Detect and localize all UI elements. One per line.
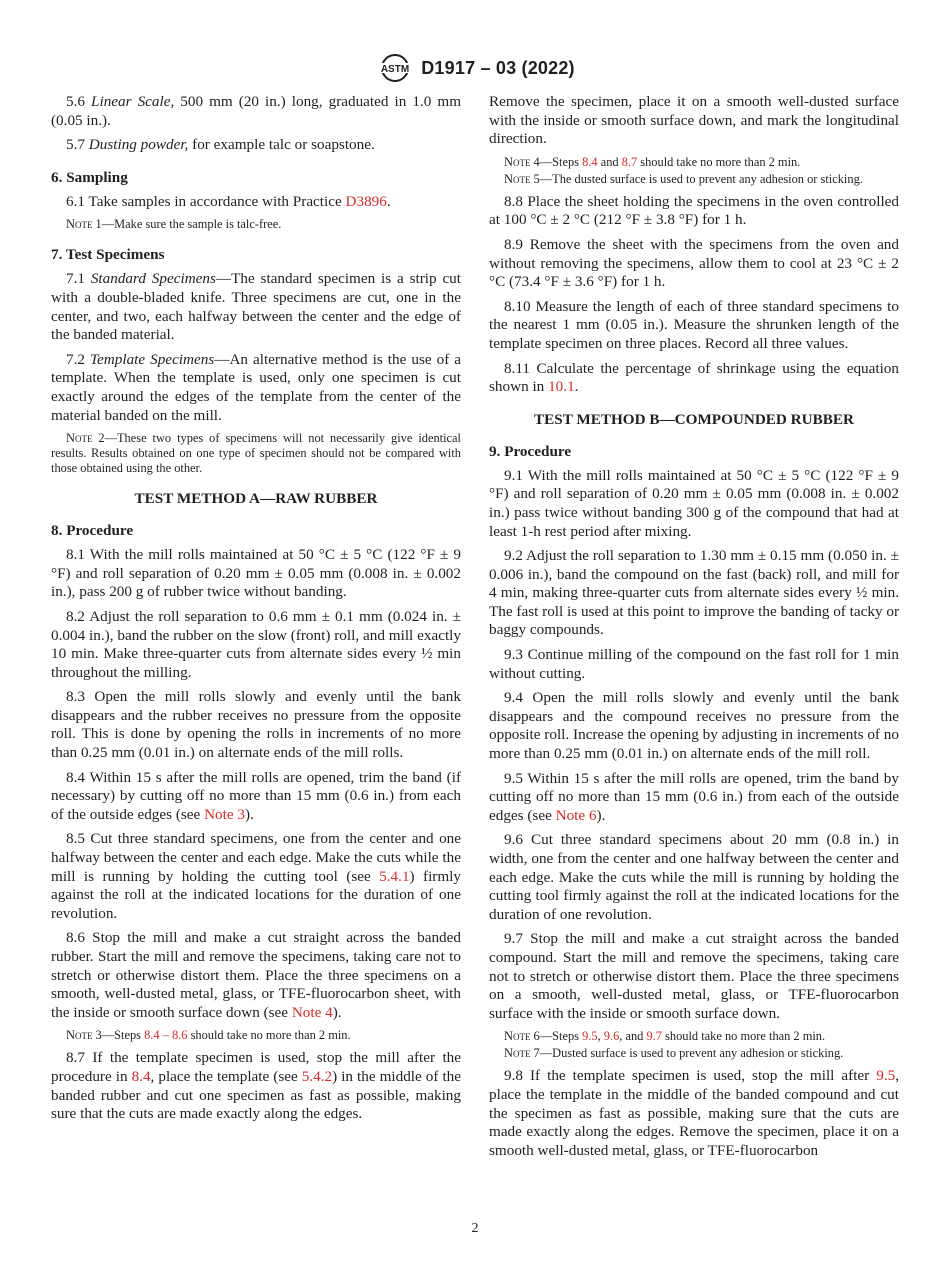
svg-text:ASTM: ASTM <box>381 64 410 75</box>
note-4: Note 4—Steps 8.4 and 8.7 should take no more than 2 min. <box>504 154 801 169</box>
link-9-6[interactable]: 9.6 <box>603 1029 620 1044</box>
document-id: D1917 – 03 (2022) <box>421 57 575 78</box>
paragraph-9-1: 9.1 With the mill rolls maintained at 50 °C ± 5 °C (122 °F ± 9 °F) and roll separation of 0.20 mm ± 0.05 mm (0.008 in. ± 0.002 in.) pass twice without banding 300 g of the compound that had at least 1-h rest period after mixing. <box>489 466 899 540</box>
paragraph-8-7: 8.7 If the template specimen is used, stop the mill after the procedure in 8.4, place the template (see 5.4.2) in the middle of the banded rubber and cut one specimen as fast as possible, making sure that the cuts are made exactly along the edges. <box>51 1049 462 1123</box>
method-b-heading: TEST METHOD B—COMPOUNDED RUBBER <box>534 410 854 428</box>
paragraph-5-7: 5.7 Dusting powder, for example talc or soapstone. <box>66 136 375 154</box>
method-a-heading: TEST METHOD A—RAW RUBBER <box>134 490 378 508</box>
link-note-3[interactable]: Note 3 <box>204 805 246 823</box>
astm-logo-icon <box>375 52 415 84</box>
link-9-5-para98[interactable]: 9.5 <box>876 1067 896 1085</box>
paragraph-8-5: 8.5 Cut three standard specimens, one from the center and one halfway between the center and each edge. Make the cuts while the mill is running by holding the cutting tool (see 5.4.1) firmly against the roll at the indicated locations for the duration of one revolution. <box>51 830 461 922</box>
paragraph-8-6: 8.6 Stop the mill and make a cut straight across the banded rubber. Start the mill and remove the specimens, taking care not to stretch or otherwise distort them. Place the three specimens on a smooth, well-dusted metal, glass, or TFE-fluorocarbon sheet, with the inside or smooth surface down (see Note 4). <box>51 929 461 1021</box>
note-7: Note 7—Dusted surface is used to prevent any adhesion or sticking. <box>504 1046 844 1061</box>
link-10-1[interactable]: 10.1 <box>548 378 575 396</box>
link-8-4[interactable]: 8.4 <box>131 1067 151 1085</box>
section-heading-test-specimens: 7. Test Specimens <box>51 246 165 264</box>
link-d3896[interactable]: D3896 <box>345 192 387 210</box>
section-heading-procedure-8: 8. Procedure <box>51 522 134 540</box>
paragraph-9-6: 9.6 Cut three standard specimens about 20 mm (0.8 in.) in width, one from the center and one halfway between the center and each edge. Make the cuts while the mill is running by holding the cutting tool firmly against the roll at the indicated locations for the duration of one revolution. <box>489 831 899 923</box>
paragraph-8-10: 8.10 Measure the length of each of three standard specimens to the nearest 1 mm (0.05 in.). Measure the shrunken length of the template specimen on three places. Record all three values. <box>489 297 899 352</box>
paragraph-8-9: 8.9 Remove the sheet with the specimens from the oven and without removing the specimens, allow them to cool at 23 °C ± 2 °C (73.4 °F ± 3.6 °F) for 1 h. <box>489 235 899 291</box>
note-3: Note 3—Steps 8.4 – 8.6 should take no more than 2 min. <box>66 1028 351 1043</box>
paragraph-6-1: 6.1 Take samples in accordance with Practice D3896. <box>66 192 391 210</box>
paragraph-8-3: 8.3 Open the mill rolls slowly and evenly until the bank disappears and the rubber receives no pressure from the opposite roll. This is done by opening the rolls in increments of no more than 0.25 mm (0.01 in.) on alternate ends of the mill rolls. <box>51 688 461 762</box>
section-heading-procedure-9: 9. Procedure <box>489 442 572 460</box>
paragraph-9-3: 9.3 Continue milling of the compound on the fast roll for 1 min without cutting. <box>489 646 899 682</box>
note-6: Note 6—Steps 9.5, 9.6, and 9.7 should take no more than 2 min. <box>504 1029 826 1044</box>
note-5: Note 5—The dusted surface is used to prevent any adhesion or sticking. <box>504 171 863 186</box>
paragraph-7-1: 7.1 Standard Specimens—The standard specimen is a strip cut with a double-bladed knife. Three specimens are cut, one in the center, and two, each halfway between the center and the edge of the banded material. <box>51 270 461 344</box>
paragraph-8-8: 8.8 Place the sheet holding the specimens in the oven controlled at 100 °C ± 2 °C (212 °F ± 3.8 °F) for 1 h. <box>489 192 899 229</box>
paragraph-9-2: 9.2 Adjust the roll separation to 1.30 mm ± 0.15 mm (0.050 in. ± 0.006 in.), band the compound on the fast (back) roll, and mill for 4 min, making three-quarter cuts from alternate sides every ½ min. The fast roll is used at this point to improve the banding of tacky or baggy compounds. <box>489 547 899 639</box>
right-column <box>489 93 899 1166</box>
note-1: Note 1—Make sure the sample is talc-free. <box>66 217 282 232</box>
note-2: Note 2—These two types of specimens will not necessarily give identical results. Results obtained on one type of specimen should not be compared with those obtained using the other. <box>51 431 461 476</box>
left-column <box>51 93 461 1130</box>
page-number: 2 <box>471 1221 479 1236</box>
link-note-4[interactable]: Note 4 <box>291 1003 333 1021</box>
paragraph-8-7-continued: Remove the specimen, place it on a smooth well-dusted surface with the inside or smooth surface down, and mark the longitudinal direction. <box>489 93 899 148</box>
paragraph-9-5: 9.5 Within 15 s after the mill rolls are opened, trim the band by cutting off no more than 15 mm (0.6 in.) from each of the outside edges (see Note 6). <box>489 769 899 824</box>
paragraph-9-4: 9.4 Open the mill rolls slowly and evenly until the bank disappears and the compound receives no pressure from the opposite roll. Increase the opening by adjusting in increments of no more than 0.25 mm (0.01 in.) on alternate ends of the mill roll. <box>489 689 899 763</box>
paragraph-8-11: 8.11 Calculate the percentage of shrinkage using the equation shown in 10.1. <box>489 359 899 396</box>
paragraph-8-1: 8.1 With the mill rolls maintained at 50 °C ± 5 °C (122 °F ± 9 °F) and roll separation of 0.20 mm ± 0.05 mm (0.008 in. ± 0.002 in.), pass 200 g of rubber twice without banding. <box>51 546 461 601</box>
paragraph-8-4: 8.4 Within 15 s after the mill rolls are opened, trim the band (if necessary) by cutting off no more than 15 mm (0.6 in.) from each of the outside edges (see Note 3). <box>51 768 461 823</box>
paragraph-8-2: 8.2 Adjust the roll separation to 0.6 mm ± 0.1 mm (0.024 in. ± 0.004 in.), band the rubber on the slow (front) roll, and mill exactly 10 min. Make three-quarter cuts from alternate sides every ½ min throughout the milling. <box>51 607 461 681</box>
link-5-4-2[interactable]: 5.4.2 <box>301 1067 333 1085</box>
paragraph-9-8: 9.8 If the template specimen is used, stop the mill after 9.5, place the template in the middle of the banded compound and cut the specimen as fast as possible, making sure that the cuts are made exactly along the edges. Remove the specimen, place it on a smooth well-dusted metal, glass, or TFE-fluorocarbon <box>489 1067 899 1159</box>
link-8-4-note4[interactable]: 8.4 <box>582 154 598 169</box>
page-header <box>0 52 950 84</box>
link-8-4-8-6[interactable]: 8.4 – 8.6 <box>144 1028 188 1043</box>
link-note-6[interactable]: Note 6 <box>555 806 597 824</box>
section-heading-sampling: 6. Sampling <box>51 168 128 186</box>
link-8-7[interactable]: 8.7 <box>621 154 638 169</box>
link-9-7[interactable]: 9.7 <box>646 1029 662 1044</box>
paragraph-7-2: 7.2 Template Specimens—An alternative method is the use of a template. When the template is used, only one specimen is cut exactly around the edges of the template from the center of the material banded on the mill. <box>51 350 462 424</box>
link-9-5[interactable]: 9.5 <box>582 1029 598 1044</box>
paragraph-5-6: 5.6 Linear Scale, 500 mm (20 in.) long, graduated in 1.0 mm (0.05 in.). <box>51 93 462 129</box>
link-5-4-1[interactable]: 5.4.1 <box>379 867 410 885</box>
paragraph-9-7: 9.7 Stop the mill and make a cut straight across the banded compound. Start the mill and remove the specimens, taking care not to stretch or otherwise distort them. Place the three specimens on a smooth, well-dusted metal, glass, or TFE-fluorocarbon surface with the inside or smooth surface down. <box>489 930 899 1022</box>
